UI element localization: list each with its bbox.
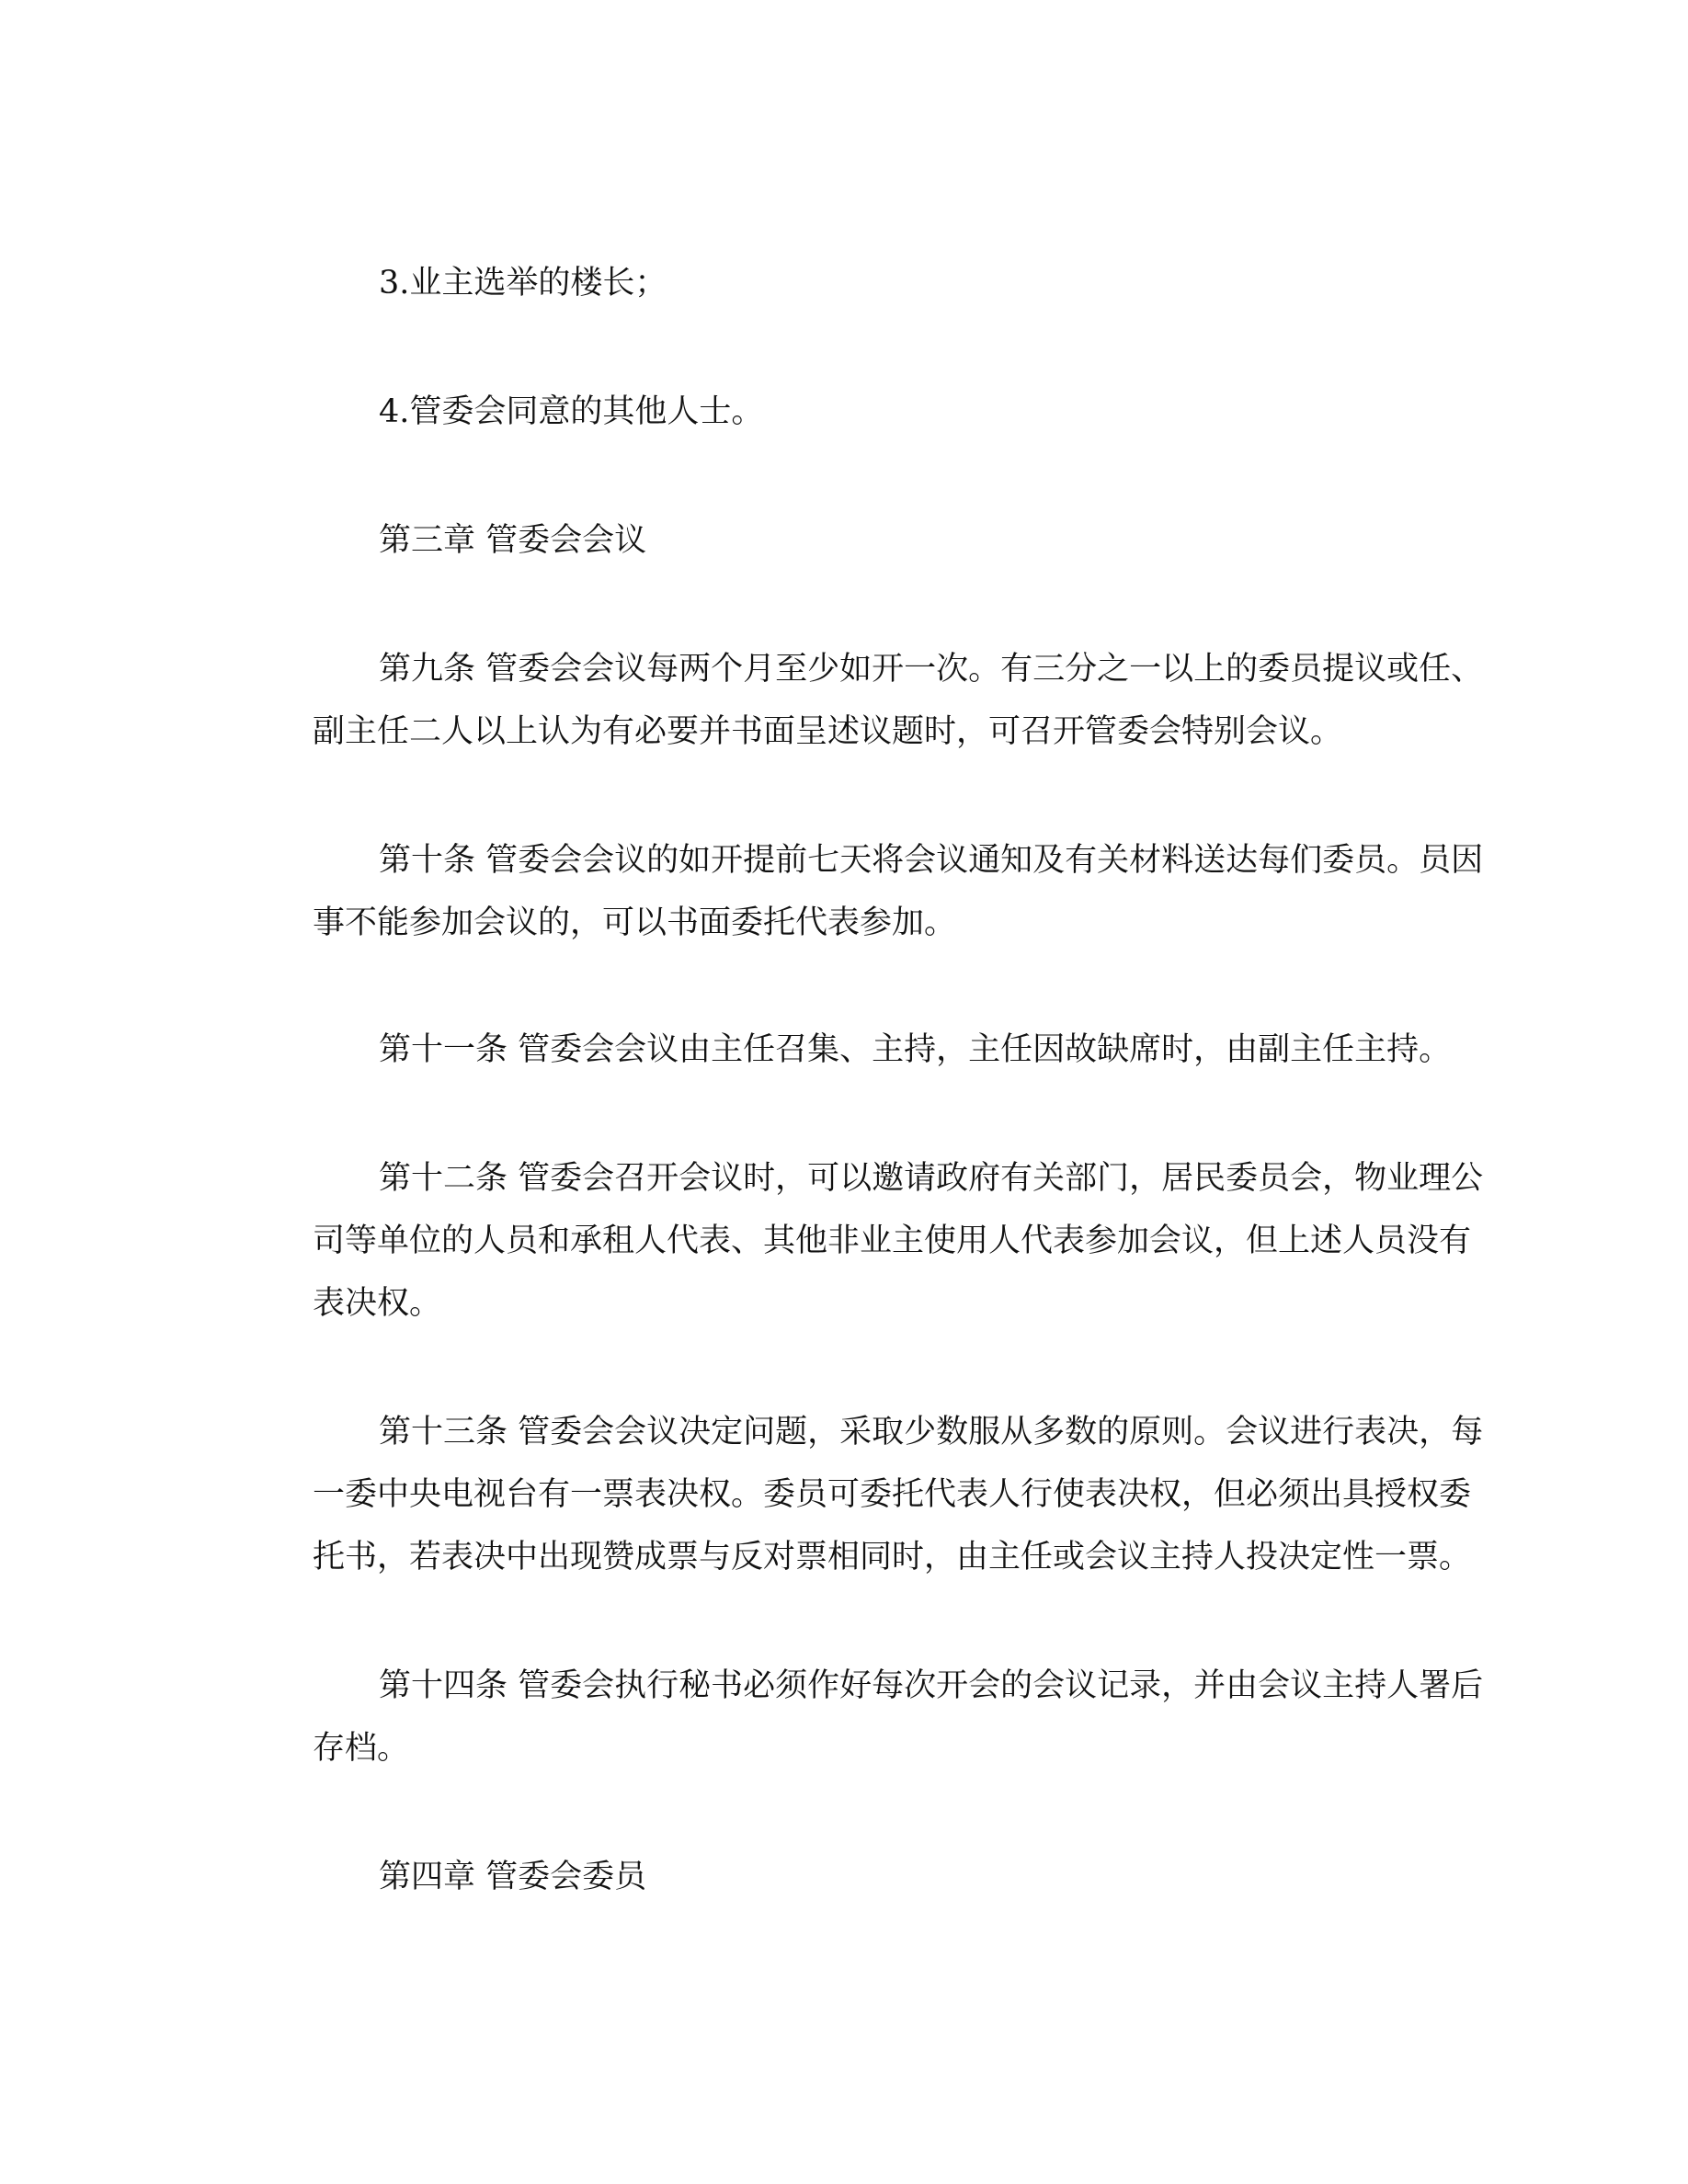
text-line: 第十二条 管委会召开会议时，可以邀请政府有关部门，居民委员会，物业理公 bbox=[379, 1160, 1484, 1197]
text-line: 第十一条 管委会会议由主任召集、主持，主任因故缺席时，由副主任主持。 bbox=[379, 1031, 1452, 1068]
article-13 bbox=[246, 1401, 1484, 1588]
text-line: 第三章 管委会会议 bbox=[379, 522, 647, 559]
chapter-heading-3 bbox=[246, 509, 1432, 572]
text-line: 司等单位的人员和承租人代表、其他非业主使用人代表参加会议，但上述人员没有 bbox=[313, 1223, 1472, 1259]
text-line: 存档。 bbox=[313, 1730, 410, 1767]
chapter-heading-4 bbox=[246, 1846, 1432, 1908]
list-item-building-leader bbox=[246, 252, 1432, 314]
text-line: 第九条 管委会会议每两个月至少如开一次。有三分之一以上的委员提议或任、 bbox=[379, 651, 1484, 688]
article-10 bbox=[246, 829, 1484, 954]
text-line: 3.业主选举的楼长； bbox=[379, 265, 667, 301]
article-12 bbox=[246, 1147, 1484, 1335]
text-line: 一委中央电视台有一票表决权。委员可委托代表人行使表决权，但必须出具授权委 bbox=[313, 1476, 1472, 1513]
text-line: 表决权。 bbox=[313, 1285, 442, 1322]
text-line: 4.管委会同意的其他人士。 bbox=[379, 393, 764, 430]
text-line: 第十条 管委会会议的如开提前七天将会议通知及有关材料送达每们委员。员因 bbox=[379, 842, 1484, 879]
article-14 bbox=[246, 1655, 1484, 1780]
article-11 bbox=[246, 1018, 1452, 1081]
list-item-other-persons bbox=[246, 381, 1432, 443]
text-line: 托书，若表决中出现赞成票与反对票相同时，由主任或会议主持人投决定性一票。 bbox=[313, 1539, 1472, 1575]
text-line: 第十四条 管委会执行秘书必须作好每次开会的会议记录，并由会议主持人署后 bbox=[379, 1667, 1484, 1704]
text-line: 第四章 管委会委员 bbox=[379, 1859, 647, 1895]
article-9 bbox=[246, 638, 1484, 763]
text-line: 第十三条 管委会会议决定问题，采取少数服从多数的原则。会议进行表决，每 bbox=[379, 1414, 1484, 1450]
text-line: 副主任二人以上认为有必要并书面呈述议题时，可召开管委会特别会议。 bbox=[313, 713, 1343, 750]
text-line: 事不能参加会议的，可以书面委托代表参加。 bbox=[313, 904, 957, 941]
